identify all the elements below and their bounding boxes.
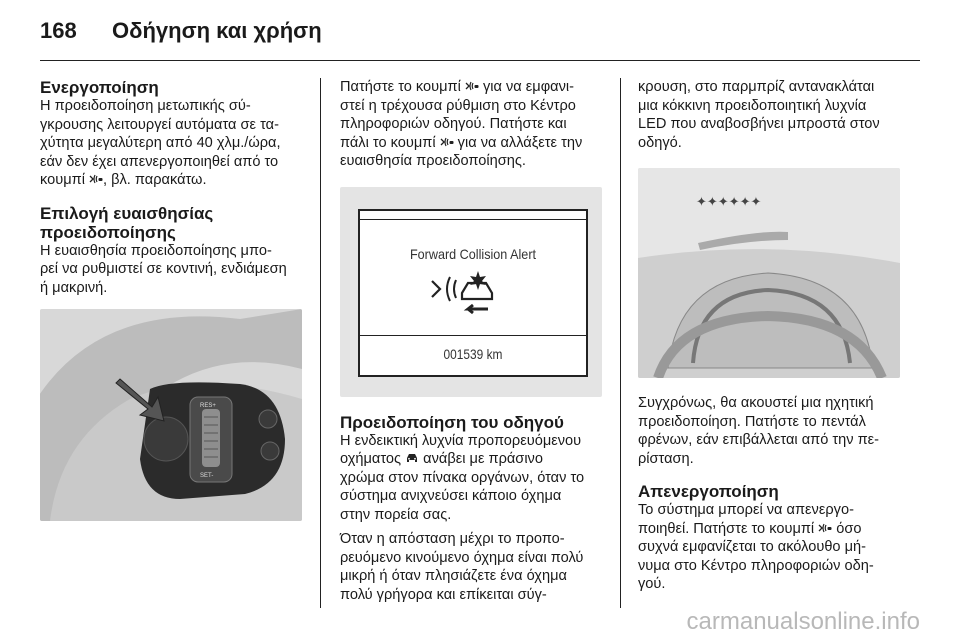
collision-alert-button-icon [440,136,454,148]
svg-text:✦✦✦✦✦✦: ✦✦✦✦✦✦ [696,194,762,209]
page-number: 168 [40,18,77,43]
paragraph: Η προειδοποίηση μετωπικής σύ- γκρουσης λειτουργεί αυτόματα σε τα- χύτητα μεγαλύτερη από 40 χλμ./ώρα, εάν δεν έχει απενεργοποιηθεί από το κουμπί , βλ. παρακάτω. [40,98,281,188]
page-header [40,18,920,58]
paragraph: Το σύστημα μπορεί να απενεργο- ποιηθεί. Πατήστε το κουμπί όσο συχνά εμφανίζεται το ακόλουθο μή- νυμα στο Κέντρο πληροφοριών οδη- γού. [638,502,874,592]
windshield-led-figure [638,168,900,378]
watermark: carmanualsonline.info [686,608,920,635]
column-1 [40,78,306,521]
column-2 [340,78,606,604]
section-heading-sensitivity: Επιλογή ευαισθησίας προειδοποίησης [40,203,214,242]
collision-alert-button-icon [465,80,479,92]
driver-info-display-figure [340,187,602,397]
section-heading-driver-warning: Προειδοποίηση του οδηγού [340,412,564,432]
res-label: RES+ [200,403,216,409]
paragraph: Η ενδεικτική λυχνία προπορευόμενου οχήματος ανάβει με πράσινο χρώμα στον πίνακα οργάνων, όταν το σύστημα ανιχνεύσει κάποιο όχημα στην πορεία σας. [340,432,585,523]
header-rule [40,60,920,61]
page-title: Οδήγηση και χρήση [112,18,322,43]
steering-wheel-figure [40,309,302,521]
section-heading-activation: Ενεργοποίηση [40,78,159,97]
collision-alert-button-icon [818,522,832,534]
collision-alert-button-icon [89,173,103,185]
display-title: Forward Collision Alert [409,245,537,262]
paragraph: Η ευαισθησία προειδοποίησης μπο- ρεί να ρυθμιστεί σε κοντινή, ενδιάμεση ή μακρινή. [40,242,287,296]
paragraph: Συγχρόνως, θα ακουστεί μια ηχητική προειδοποίηση. Πατήστε το πεντάλ φρένων, εάν επιβάλλεται από την πε- ρίσταση. [638,395,880,467]
forward-collision-symbol [428,269,518,319]
column-3 [638,78,906,594]
section-heading-deactivation: Απενεργοποίηση [638,482,779,501]
paragraph: Πατήστε το κουμπί για να εμφανι- στεί η τρέχουσα ρύθμιση στο Κέντρο πληροφοριών οδηγού. Πατήστε και πάλι το κουμπί για να αλλάξετε την ευαισθησία προειδοποίησης. [340,79,583,169]
column-divider [320,78,321,608]
paragraph: κρουση, στο παρμπρίζ αντανακλάται μια κόκκινη προειδοποιητική λυχνία LED που αναβοσβήνει μπροστά στον οδηγό. [638,79,880,151]
paragraph: Όταν η απόσταση μέχρι το προπο- ρευόμενο κινούμενο όχημα είναι πολύ μικρή ή όταν πλησιάζετε ένα όχημα πολύ γρήγορα και επίκειται σύγ- [340,531,584,603]
column-divider [620,78,621,608]
set-label: SET- [200,473,214,479]
odometer: 001539 km [443,345,503,362]
vehicle-ahead-icon [405,452,419,464]
